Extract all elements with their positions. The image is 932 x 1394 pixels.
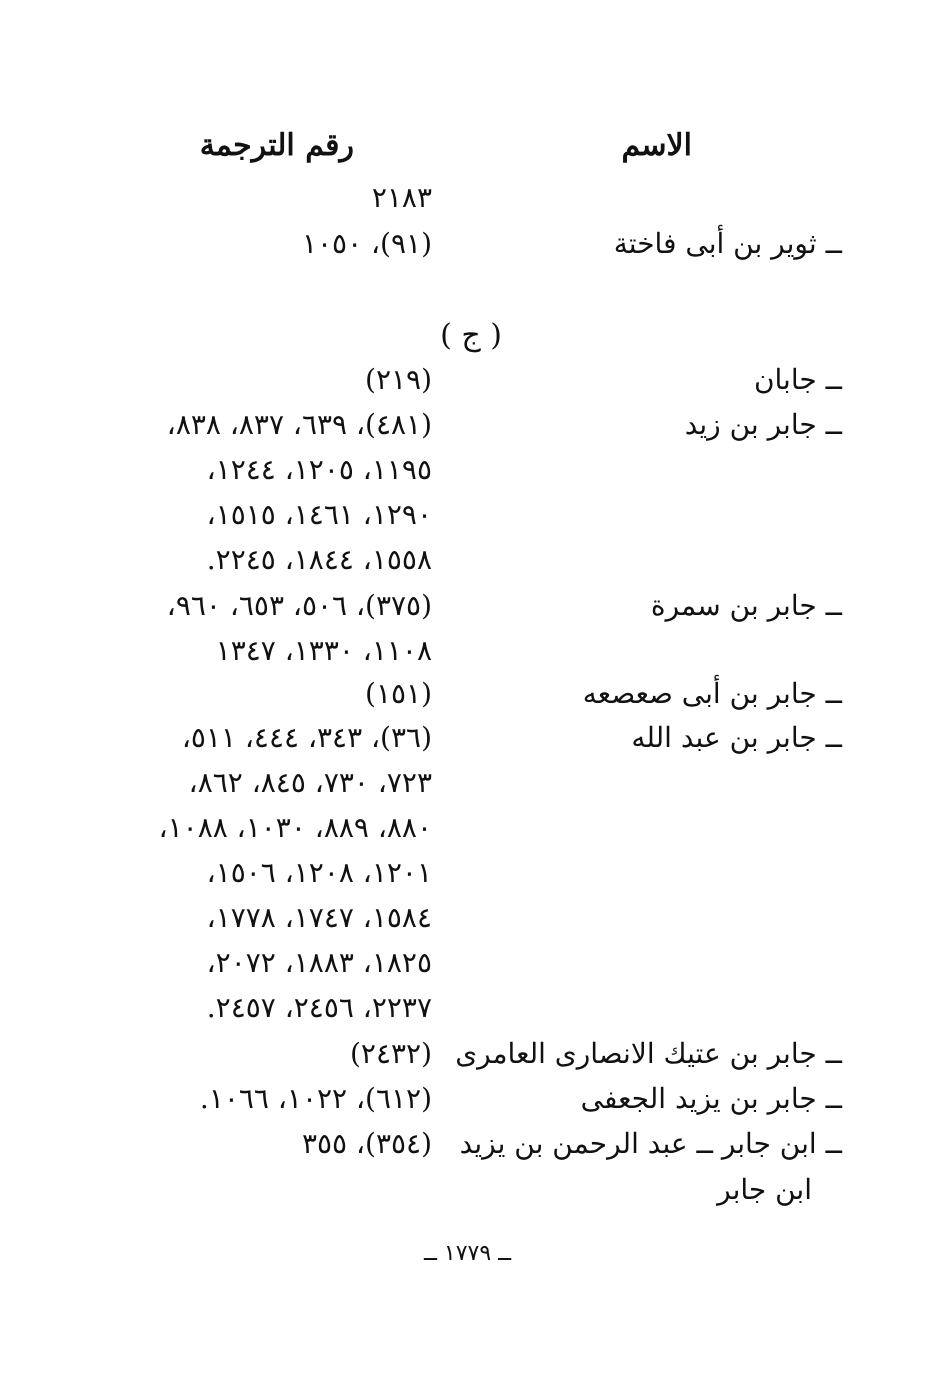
section-letter-jim: ( ج )	[440, 318, 502, 353]
entry-refs-line: ١١٠٨، ١٣٣٠، ١٣٤٧	[215, 634, 432, 667]
entry-name-thuwayr: ــ ثوير بن أبى فاختة	[613, 227, 842, 260]
entry-refs-line: (١٥١)	[365, 677, 432, 710]
entry-refs-line: (٣٧٥)، ٥٠٦، ٦٥٣، ٩٦٠،	[166, 589, 432, 622]
entry-name: ــ ابن جابر ــ عبد الرحمن بن يزيد	[459, 1127, 842, 1160]
entry-refs-line: (٣٥٤)، ٣٥٥	[301, 1127, 432, 1160]
entry-refs-line: (٢٤٣٢)	[349, 1037, 432, 1070]
entry-refs-line: ١٢٩٠، ١٤٦١، ١٥١٥،	[206, 498, 432, 531]
entry-name: ــ جابر بن عبد الله	[631, 721, 842, 754]
entry-refs-line: ١١٩٥، ١٢٠٥، ١٢٤٤،	[206, 453, 432, 486]
page-number: ــ ١٧٧٩ ــ	[424, 1241, 512, 1266]
header-name-label: الاسم	[621, 128, 692, 163]
entry-refs-line: ٢٢٣٧، ٢٤٥٦، ٢٤٥٧.	[206, 991, 432, 1024]
entry-refs-line: ١٨٢٥، ١٨٨٣، ٢٠٧٢،	[206, 946, 432, 979]
entry-refs-line: ١٥٥٨، ١٨٤٤، ٢٢٤٥.	[206, 543, 432, 576]
entry-name: ــ جابر بن عتيك الانصارى العامرى	[455, 1037, 842, 1070]
header-number-label: رقم الترجمة	[199, 128, 354, 163]
entry-name: ــ جابر بن أبى صعصعه	[582, 677, 842, 710]
entry-refs-line: (٤٨١)، ٦٣٩، ٨٣٧، ٨٣٨،	[166, 408, 432, 441]
entry-name-continuation: ابن جابر	[717, 1173, 812, 1206]
entry-name: ــ جابان	[753, 363, 842, 396]
entry-refs-line: (٣٦)، ٣٤٣، ٤٤٤، ٥١١،	[181, 721, 432, 754]
entry-name: ــ جابر بن يزيد الجعفى	[580, 1082, 842, 1115]
entry-name: ــ جابر بن زيد	[684, 408, 842, 441]
entry-refs-line: (٢١٩)	[365, 363, 432, 396]
entry-refs-line: ٧٢٣، ٧٣٠، ٨٤٥، ٨٦٢،	[188, 766, 432, 799]
entry-refs-line: ٨٨٠، ٨٨٩، ١٠٣٠، ١٠٨٨،	[158, 811, 432, 844]
continuation-number: ٢١٨٣	[371, 181, 432, 214]
entry-refs-thuwayr: (٩١)، ١٠٥٠	[301, 227, 432, 260]
entry-refs-line: (٦١٢)، ١٠٢٢، ١٠٦٦.	[199, 1082, 432, 1115]
entry-refs-line: ١٥٨٤، ١٧٤٧، ١٧٧٨،	[206, 901, 432, 934]
entry-name: ــ جابر بن سمرة	[650, 589, 842, 622]
entry-refs-line: ١٢٠١، ١٢٠٨، ١٥٠٦،	[206, 856, 432, 889]
